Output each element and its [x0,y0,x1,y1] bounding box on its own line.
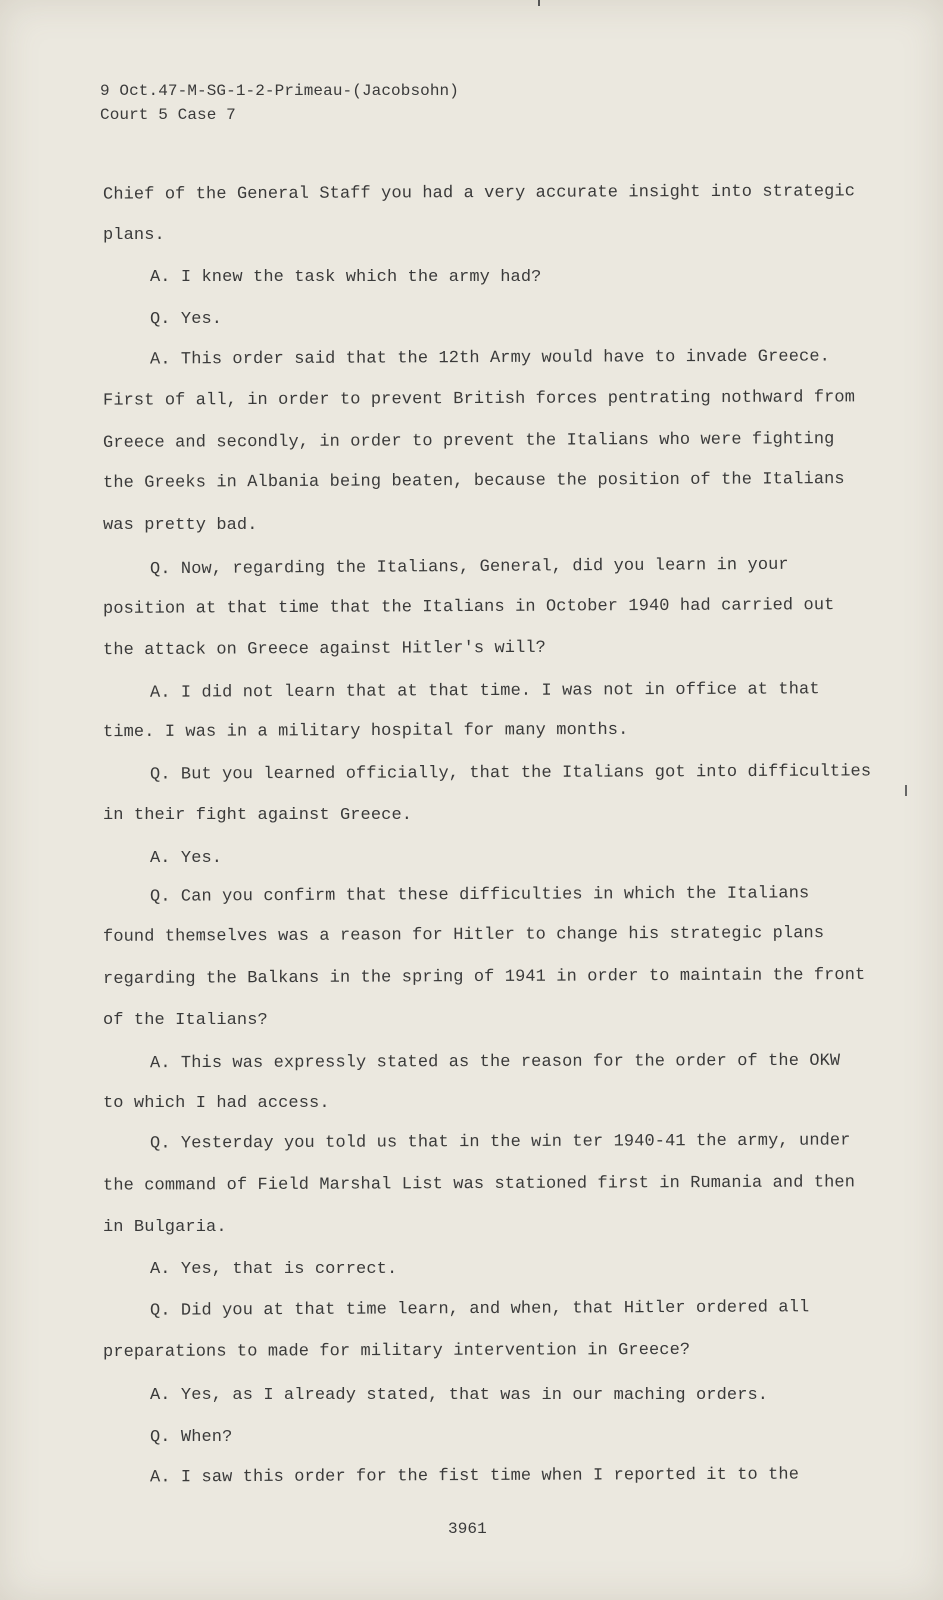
text-line: A. This was expressly stated as the reason for the order of the OKW [149,1051,841,1074]
text-line: First of all, in order to prevent British forces pentrating nothward from [102,388,856,411]
page-number: 3961 [448,1520,487,1538]
text-line: the attack on Greece against Hitler's will? [102,638,547,661]
text-line: to which I had access. [103,1094,330,1113]
text-line: Q. But you learned officially, that the Italians got into difficulties [149,762,872,785]
text-line: the Greeks in Albania being beaten, because the position of the Italians [102,470,845,493]
text-line: Q. Now, regarding the Italians, General, did you learn in your [149,555,789,580]
text-line: Q. When? [150,1428,233,1447]
text-line: Greece and secondly, in order to prevent the Italians who were fighting [102,430,835,453]
text-line: Q. Yesterday you told us that in the win ter 1940-41 the army, under [149,1131,851,1154]
text-line: preparations to made for military intervention in Greece? [102,1340,691,1363]
text-line: in Bulgaria. [103,1218,227,1237]
text-line: Q. Yes. [150,310,223,329]
text-line: A. I saw this order for the fist time when I reported it to the [149,1465,800,1488]
text-line: time. I was in a military hospital for many months. [102,720,629,743]
text-line: Q. Did you at that time learn, and when, that Hitler ordered all [149,1298,810,1321]
text-line: plans. [103,226,165,245]
text-line: A. Yes, that is correct. [150,1260,398,1279]
text-line: A. Yes. [150,849,223,868]
text-line: was pretty bad. [103,516,258,535]
text-line: regarding the Balkans in the spring of 1941 in order to maintain the front [102,966,866,989]
text-line: position at that time that the Italians in October 1940 had carried out [102,596,835,619]
text-line: A. I knew the task which the army had? [150,268,542,287]
text-line: Chief of the General Staff you had a very accurate insight into strategic [102,182,856,205]
text-line: A. I did not learn that at that time. I was not in office at that [149,680,820,703]
header-court: Court 5 Case 7 [100,106,236,124]
text-line: found themselves was a reason for Hitler to change his strategic plans [102,924,825,947]
header-reference: 9 Oct.47-M-SG-1-2-Primeau-(Jacobsohn) [100,82,459,100]
text-line: A. Yes, as I already stated, that was in our maching orders. [150,1386,769,1405]
text-line: in their fight against Greece. [103,806,413,825]
text-line: A. This order said that the 12th Army would have to invade Greece. [149,347,830,370]
text-line: of the Italians? [103,1011,268,1030]
text-line: the command of Field Marshal List was stationed first in Rumania and then [102,1173,856,1196]
text-line: Q. Can you confirm that these difficulties in which the Italians [149,884,810,907]
